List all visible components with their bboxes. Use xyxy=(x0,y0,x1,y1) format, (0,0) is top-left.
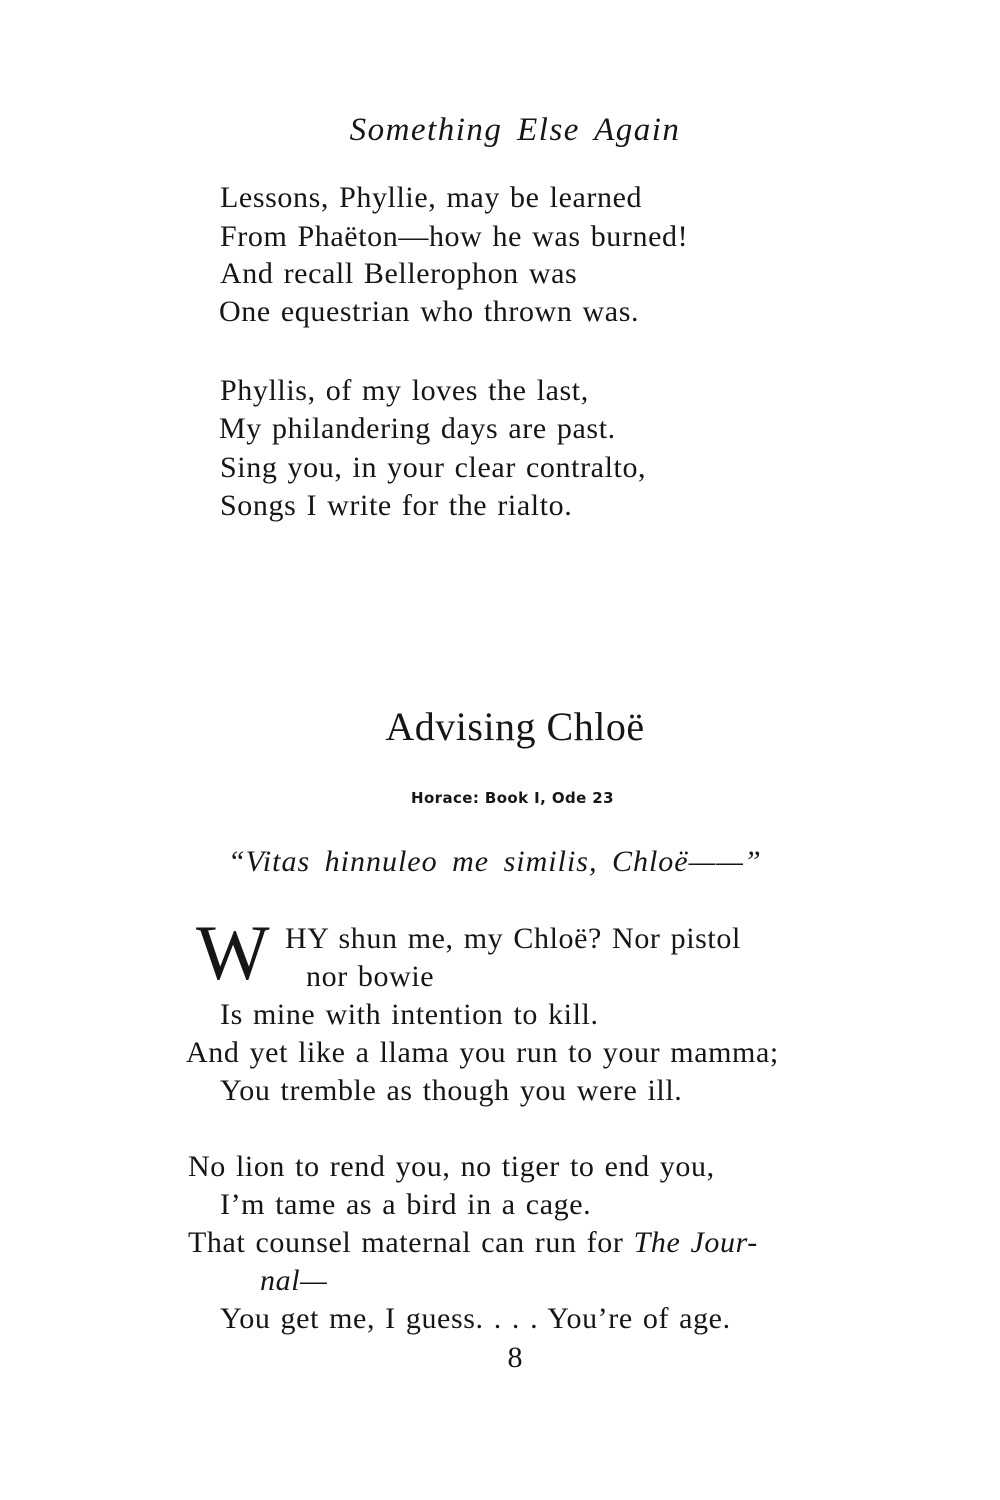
verse-line: One equestrian who thrown was. xyxy=(219,295,640,328)
verse-line: My philandering days are past. xyxy=(219,412,616,445)
poem-title: Advising Chloë xyxy=(385,704,645,749)
poem-source: Horace: Book I, Ode 23 xyxy=(411,789,614,807)
verse-line: You get me, I guess. . . . You’re of age. xyxy=(220,1302,731,1335)
verse-line: HY shun me, my Chloë? Nor pistol xyxy=(285,922,741,955)
verse-line: From Phaëton—how he was burned! xyxy=(220,220,689,253)
verse-line: Lessons, Phyllie, may be learned xyxy=(220,181,643,214)
drop-cap: W xyxy=(196,909,270,996)
verse-line: Phyllis, of my loves the last, xyxy=(220,374,589,407)
verse-text: That counsel maternal can run for xyxy=(188,1226,634,1259)
verse-line: Sing you, in your clear contralto, xyxy=(220,451,647,484)
journal-title: The Jour- xyxy=(633,1226,758,1259)
verse-line: nor bowie xyxy=(306,960,435,993)
epigraph: “Vitas hinnuleo me similis, Chloë——” xyxy=(228,845,762,878)
verse-line: nal— xyxy=(260,1264,328,1297)
verse-line: No lion to rend you, no tiger to end you, xyxy=(188,1150,715,1183)
verse-line: And yet like a llama you run to your mamma; xyxy=(186,1036,779,1069)
verse-line: You tremble as though you were ill. xyxy=(220,1074,683,1107)
verse-line: And recall Bellerophon was xyxy=(220,257,578,290)
running-head: Something Else Again xyxy=(349,112,681,148)
page-number: 8 xyxy=(507,1341,523,1374)
verse-line: I’m tame as a bird in a cage. xyxy=(220,1188,592,1221)
verse-line xyxy=(188,1228,758,1258)
verse-line: Songs I write for the rialto. xyxy=(220,489,573,522)
verse-line: Is mine with intention to kill. xyxy=(220,998,599,1031)
